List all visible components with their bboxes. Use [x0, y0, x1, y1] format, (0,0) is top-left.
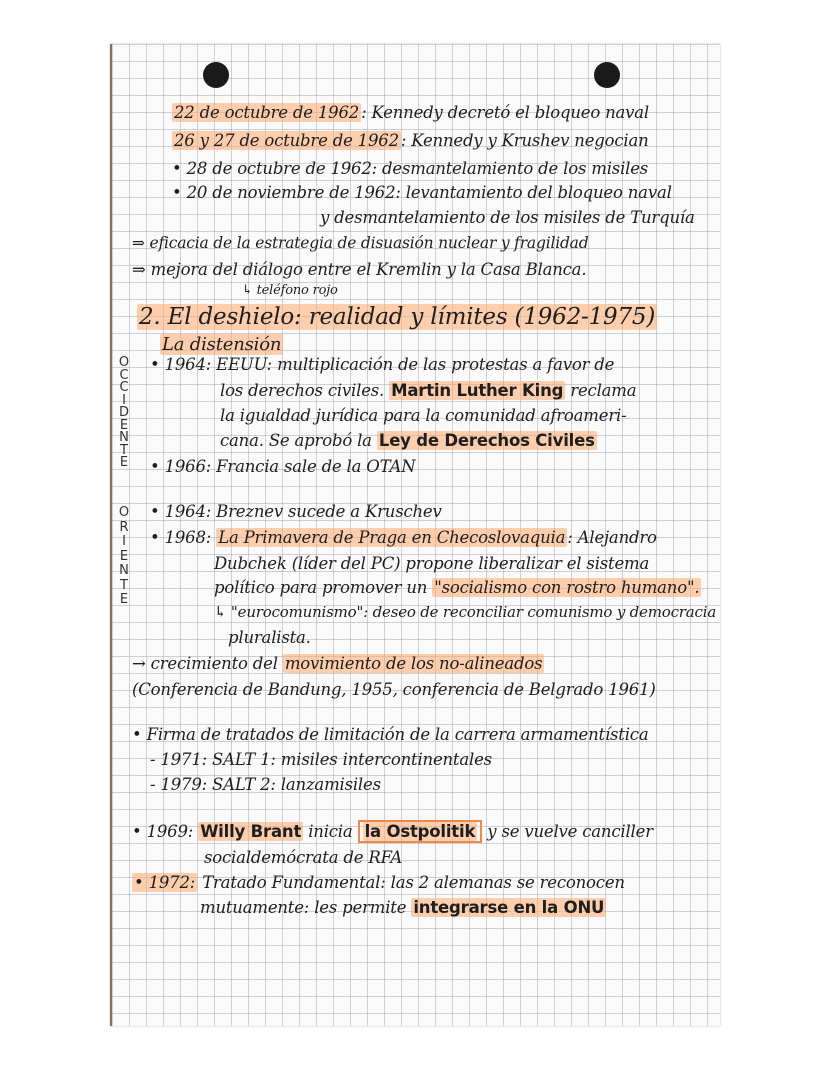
note-line [132, 654, 544, 673]
note-line [172, 131, 649, 150]
side-label-occidente [117, 357, 131, 470]
note-line: • 20 de noviembre de 1962: levantamiento del bloqueo naval [172, 183, 672, 202]
text: cana. Se aprobó la [220, 431, 372, 450]
note-line: • 1966: Francia sale de la OTAN [150, 457, 416, 476]
highlight: • 1972: [134, 873, 196, 892]
note-line: socialdemócrata de RFA [204, 848, 403, 867]
letter: I [122, 392, 126, 408]
note-line [172, 103, 649, 122]
text: : Alejandro [567, 528, 657, 547]
highlight: "socialismo con rostro humano". [434, 578, 700, 597]
note-line [220, 381, 636, 400]
note-line: - 1971: SALT 1: misiles intercontinentales [150, 750, 492, 769]
highlight: Martin Luther King [391, 381, 564, 400]
letter: E [119, 455, 129, 470]
note-line: • 1964: EEUU: multiplicación de las protestas a favor de [150, 355, 615, 374]
section-title [137, 304, 657, 330]
highlight: Willy Brant [200, 822, 302, 841]
note-line [214, 578, 701, 597]
highlight: movimiento de los no-alineados [284, 654, 543, 673]
note-line [132, 822, 653, 841]
note-line: la igualdad jurídica para la comunidad afroameri- [220, 406, 627, 425]
note-line [132, 873, 625, 892]
highlight: 26 y 27 de octubre de 1962 [174, 131, 399, 150]
note-line: ⇒ mejora del diálogo entre el Kremlin y la Casa Blanca. [132, 260, 587, 279]
note-line [200, 898, 606, 917]
text: → crecimiento del [132, 654, 278, 673]
title-text: 2. El deshielo: realidad y límites (1962-1975) [139, 304, 656, 330]
subsection-title [160, 334, 283, 355]
letter: O [118, 355, 130, 370]
note-line: ⇒ eficacia de la estrategia de disuasión nuclear y fragilidad [132, 234, 589, 252]
note-line: y desmantelamiento de los misiles de Turquía [320, 208, 695, 227]
note-line: ↳ teléfono rojo [242, 283, 338, 298]
note-line [220, 431, 597, 450]
note-line: • 28 de octubre de 1962: desmantelamiento de los misiles [172, 159, 649, 178]
letter: I [122, 534, 126, 549]
letter: N [119, 430, 129, 445]
highlight: 22 de octubre de 1962 [174, 103, 360, 122]
side-label-oriente [117, 506, 131, 608]
text: mutuamente: les permite [200, 898, 407, 917]
highlight: La Primavera de Praga en Checoslovaquia [218, 528, 566, 547]
subtitle-text: La distensión [162, 334, 282, 355]
letter: E [119, 548, 129, 564]
note-line: ↳ "eurocomunismo": deseo de reconciliar comunismo y democracia [214, 603, 717, 621]
note-line [150, 528, 657, 547]
letter: E [119, 417, 129, 433]
text: reclama [570, 381, 637, 400]
letter: O [118, 505, 130, 520]
text: inicia [308, 822, 353, 841]
note-line: (Conferencia de Bandung, 1955, conferencia de Belgrado 1961) [132, 680, 656, 699]
text: Tratado Fundamental: las 2 alemanas se reconocen [202, 873, 625, 892]
text: • 1968: [150, 528, 212, 547]
note-line: • Firma de tratados de limitación de la carrera armamentística [132, 725, 649, 744]
highlight: Ley de Derechos Civiles [378, 431, 595, 450]
letter: R [119, 519, 129, 535]
binder-hole-left [203, 62, 229, 88]
note-line: - 1979: SALT 2: lanzamisiles [150, 775, 381, 794]
highlight: la Ostpolitik [364, 822, 476, 841]
text: : Kennedy decretó el bloqueo naval [361, 103, 649, 122]
highlight: integrarse en la ONU [413, 898, 605, 917]
letter: C [119, 367, 129, 383]
note-line: • 1964: Breznev sucede a Kruschev [150, 502, 442, 521]
text: • 1969: [132, 822, 194, 841]
letter: E [119, 592, 129, 607]
text: : Kennedy y Krushev negocian [400, 131, 649, 150]
text: político para promover un [214, 578, 428, 597]
letter: T [120, 577, 128, 593]
letter: C [119, 380, 129, 395]
binder-hole-right [594, 62, 620, 88]
note-line: pluralista. [228, 628, 311, 647]
highlight-box [358, 820, 483, 843]
text: los derechos civiles. [220, 381, 385, 400]
letter: N [119, 563, 129, 578]
letter: T [120, 442, 128, 458]
note-line: Dubchek (líder del PC) propone liberalizar el sistema [214, 554, 650, 573]
text: y se vuelve canciller [487, 822, 653, 841]
letter: D [118, 405, 129, 420]
